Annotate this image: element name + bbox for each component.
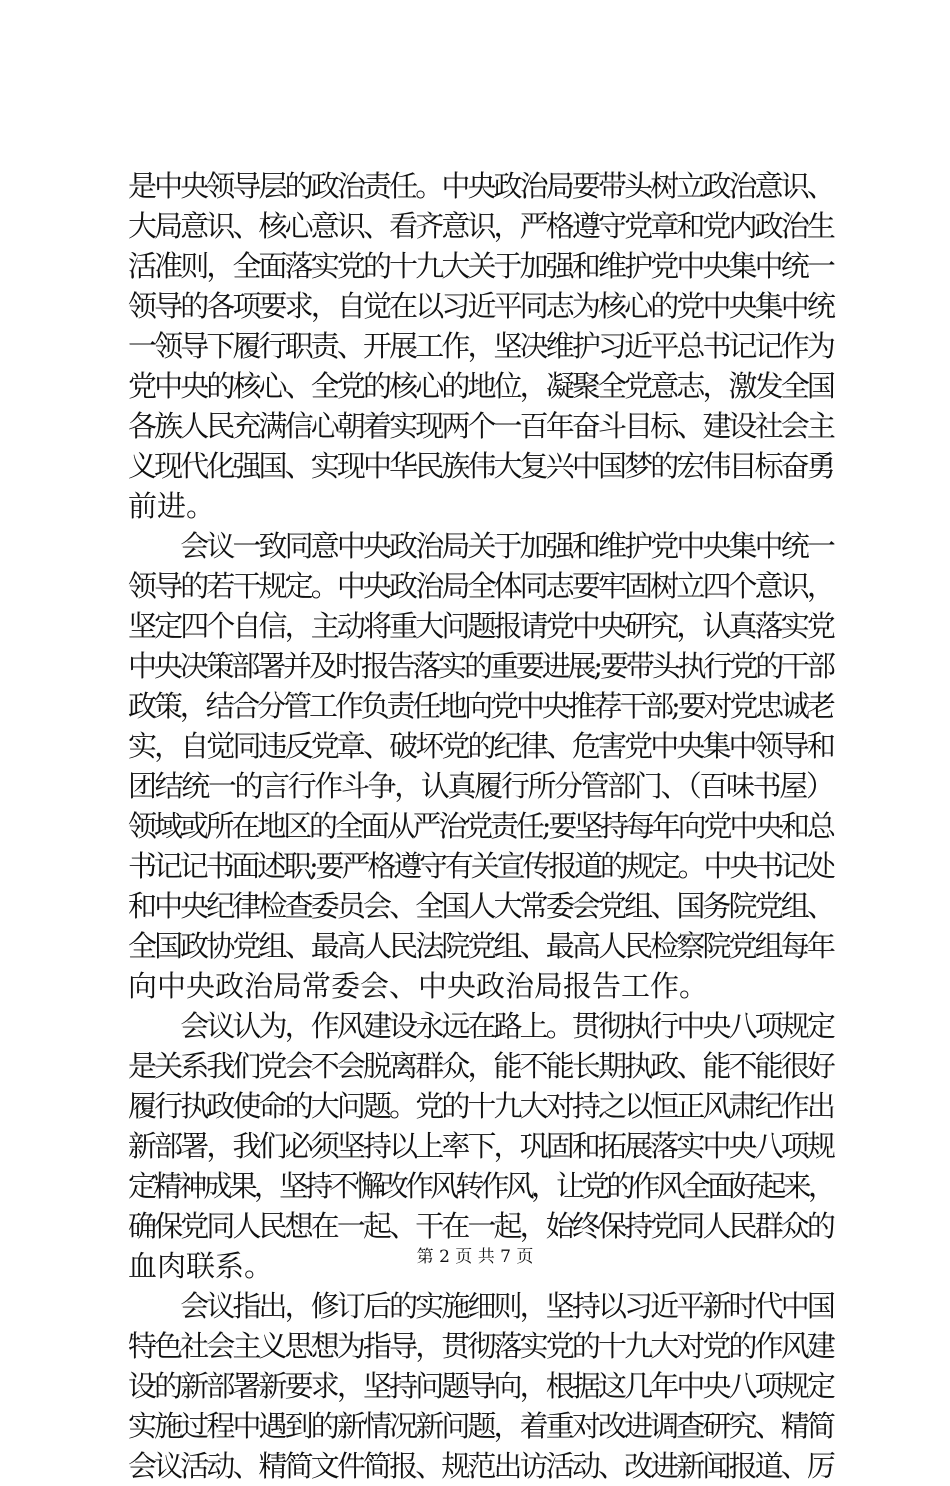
text-line: 实，自觉同违反党章、破坏党的纪律、危害党中央集中领导和 <box>128 729 834 763</box>
text-line: 特色社会主义思想为指导，贯彻落实党的十九大对党的作风建 <box>128 1329 834 1363</box>
text-line: 前进。 <box>128 489 216 523</box>
text-line: 各族人民充满信心朝着实现两个一百年奋斗目标、建设社会主 <box>128 409 834 443</box>
text-line: 会议活动、精简文件简报、规范出访活动、改进新闻报道、厉 <box>128 1449 834 1483</box>
text-line: 领导的各项要求，自觉在以习近平同志为核心的党中央集中统 <box>128 289 834 323</box>
text-line: 坚定四个自信，主动将重大问题报请党中央研究，认真落实党 <box>128 609 834 643</box>
text-line: 是中央领导层的政治责任。中央政治局要带头树立政治意识、 <box>128 169 834 203</box>
text-line: 领导的若干规定。中央政治局全体同志要牢固树立四个意识， <box>128 569 834 603</box>
text-line: 团结统一的言行作斗争，认真履行所分管部门、（百味书屋） <box>128 769 833 803</box>
text-line: 设的新部署新要求，坚持问题导向，根据这几年中央八项规定 <box>128 1369 834 1403</box>
text-line: 实施过程中遇到的新情况新问题，着重对改进调查研究、精简 <box>128 1409 834 1443</box>
text-line: 党中央的核心、全党的核心的地位，凝聚全党意志，激发全国 <box>128 369 834 403</box>
text-line: 会议认为，作风建设永远在路上。贯彻执行中央八项规定 <box>128 1009 834 1043</box>
text-line: 中央决策部署并及时报告落实的重要进展;要带头执行党的干部 <box>128 649 833 683</box>
text-line: 全国政协党组、最高人民法院党组、最高人民检察院党组每年 <box>128 929 834 963</box>
text-line: 政策，结合分管工作负责任地向党中央推荐干部;要对党忠诚老 <box>128 689 833 723</box>
text-line: 是关系我们党会不会脱离群众，能不能长期执政、能不能很好 <box>128 1049 834 1083</box>
text-line: 新部署，我们必须坚持以上率下，巩固和拓展落实中央八项规 <box>128 1129 834 1163</box>
text-line: 履行执政使命的大问题。党的十九大对持之以恒正风肃纪作出 <box>128 1089 834 1123</box>
text-line: 活准则，全面落实党的十九大关于加强和维护党中央集中统一 <box>128 249 834 283</box>
text-line: 血肉联系。 <box>128 1249 274 1283</box>
text-line: 领域或所在地区的全面从严治党责任;要坚持每年向党中央和总 <box>128 809 833 843</box>
text-line: 大局意识、核心意识、看齐意识，严格遵守党章和党内政治生 <box>128 209 834 243</box>
text-line: 义现代化强国、实现中华民族伟大复兴中国梦的宏伟目标奋勇 <box>128 449 834 483</box>
text-line: 书记记书面述职;要严格遵守有关宣传报道的规定。中央书记处 <box>128 849 833 883</box>
page-number-footer: 第 2 页 共 7 页 <box>416 1247 534 1267</box>
text-line: 确保党同人民想在一起、干在一起，始终保持党同人民群众的 <box>128 1209 834 1243</box>
text-line: 一领导下履行职责、开展工作，坚决维护习近平总书记记作为 <box>128 329 834 363</box>
body-text <box>128 166 833 1486</box>
text-line: 会议指出，修订后的实施细则，坚持以习近平新时代中国 <box>128 1289 834 1323</box>
text-line: 定精神成果，坚持不懈改作风转作风，让党的作风全面好起来， <box>128 1169 834 1203</box>
text-line: 和中央纪律检查委员会、全国人大常委会党组、国务院党组、 <box>128 889 834 923</box>
text-line: 向中央政治局常委会、中央政治局报告工作。 <box>128 969 709 1003</box>
text-line: 会议一致同意中央政治局关于加强和维护党中央集中统一 <box>128 529 834 563</box>
